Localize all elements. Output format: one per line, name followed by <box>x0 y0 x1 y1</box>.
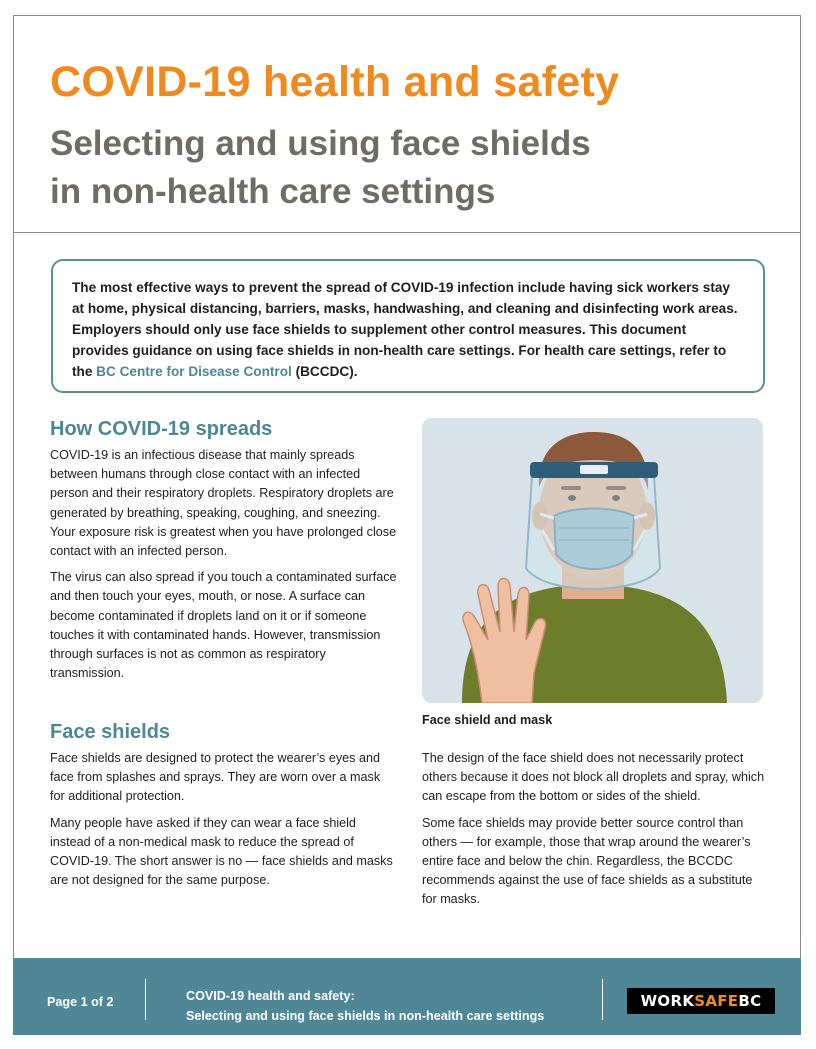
footer-divider-left <box>145 979 146 1020</box>
right-paragraph-1: The design of the face shield does not necessarily protect others because it does not block all droplets and spray, which can escape from the bottom or sides of the shield. <box>422 751 765 804</box>
footer-title <box>186 986 544 1026</box>
face-shields-paragraph-1: Face shields are designed to protect the wearer’s eyes and face from splashes and sprays. They are worn over a mask for additional protection. <box>50 751 381 804</box>
person-wearing-face-shield-and-mask-icon <box>422 418 763 703</box>
footer-title-line-2: Selecting and using face shields in non-health care settings <box>186 1009 545 1023</box>
spreads-paragraph-1: COVID-19 is an infectious disease that mainly spreads between humans through close contact with an infected person and their respiratory droplets. Respiratory droplets are generated by breathing, speaking, coughing, and sneezing. Your exposure risk is greatest when you have prolonged close contact with an infected person. <box>50 448 397 559</box>
worksafebc-logo <box>627 988 775 1014</box>
footer-divider-right <box>602 979 603 1020</box>
logo-safe: SAFE <box>694 992 739 1010</box>
subtitle-line-1: Selecting and using face shields <box>50 124 591 163</box>
face-shields-body <box>50 749 398 897</box>
subtitle-line-2: in non-health care settings <box>50 172 496 211</box>
footer-title-line-1: COVID-19 health and safety: <box>186 989 355 1003</box>
intro-box <box>51 259 765 393</box>
section-heading-spreads: How COVID-19 spreads <box>50 418 273 440</box>
face-shield-illustration <box>422 418 763 703</box>
section-heading-face-shields: Face shields <box>50 721 171 743</box>
right-paragraph-2: Some face shields may provide better source control than others — for example, those that wrap around the wearer’s entire face and below the chin. Regardless, the BCCDC recommends against the use of face shields as a substitute for masks. <box>422 815 753 907</box>
image-caption: Face shield and mask <box>422 713 553 727</box>
spreads-body <box>50 446 398 690</box>
logo-work: WORK <box>640 992 695 1010</box>
logo-bc: BC <box>738 992 762 1010</box>
bccdc-link[interactable]: BC Centre for Disease Control <box>96 364 292 379</box>
intro-text: The most effective ways to prevent the spread of COVID-19 infection include having sick workers stay at home, physical distancing, barriers, masks, handwashing, and cleaning and disinfecting work areas. Employers should only use face shields to supplement other control measures. This document provides guidance on using face shields in non-health care settings. For health care settings, refer to the <box>72 280 738 379</box>
right-column-body <box>422 749 767 917</box>
page-title: COVID-19 health and safety <box>50 58 620 106</box>
page-footer <box>13 958 801 1035</box>
header-divider <box>13 232 801 233</box>
page-number: Page 1 of 2 <box>47 995 114 1009</box>
page-subtitle <box>50 120 591 216</box>
intro-text-end: (BCCDC). <box>291 364 358 379</box>
spreads-paragraph-2: The virus can also spread if you touch a contaminated surface and then touch your eyes, mouth, or nose. A surface can become contaminated if droplets land on it or if someone touches it with contaminated hands. However, transmission through surfaces is not as common as respiratory transmission. <box>50 570 397 681</box>
face-shields-paragraph-2: Many people have asked if they can wear a face shield instead of a non-medical mask to reduce the spread of COVID-19. The short answer is no — face shields and masks are not designed for the same purpose. <box>50 815 393 888</box>
